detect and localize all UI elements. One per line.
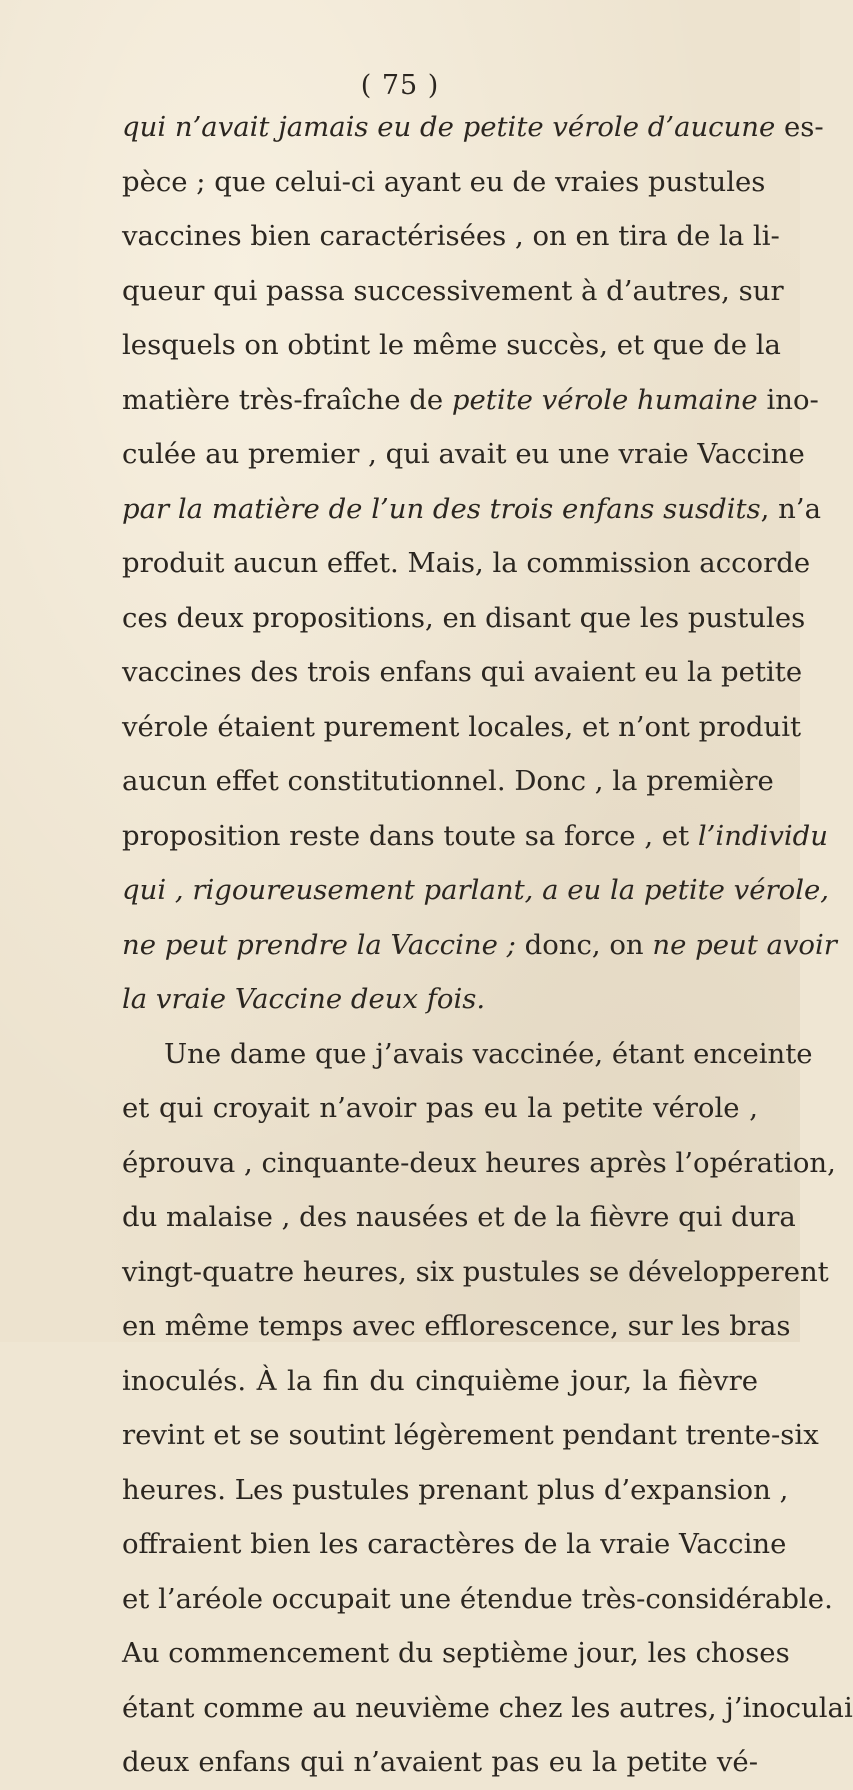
text-segment: vaccines des trois enfans qui avaient eu la petite	[122, 656, 803, 688]
text-segment: Une dame que j’avais vaccinée, étant enceinte	[164, 1037, 813, 1070]
text-line	[122, 591, 806, 646]
text-line	[122, 536, 811, 591]
text-line	[122, 700, 802, 755]
text-segment: inoculés. À la fin du cinquième jour, la fièvre	[122, 1364, 758, 1397]
italic-text: petite vérole humaine	[451, 383, 758, 416]
text-line	[122, 1681, 853, 1736]
text-segment: vérole étaient purement locales, et n’ont produit	[122, 710, 802, 743]
text-segment: pèce ; que celui-ci ayant eu de vraies pustules	[122, 165, 766, 198]
text-segment: , n’a	[760, 492, 821, 525]
text-line	[122, 1081, 758, 1136]
text-segment: vingt-quatre heures, six pustules se développerent	[122, 1255, 829, 1288]
text-segment: revint et se soutint légèrement pendant trente-six	[122, 1419, 819, 1451]
text-line	[122, 1136, 836, 1191]
italic-text: qui , rigoureusement parlant, a eu la petite vérole,	[122, 874, 830, 906]
text-segment: heures. Les pustules prenant plus d’expansion ,	[122, 1473, 789, 1506]
text-line	[122, 1354, 758, 1409]
italic-text: l’individu	[697, 819, 828, 852]
text-segment: offraient bien les caractères de la vraie Vaccine	[122, 1528, 787, 1560]
text-line	[122, 1245, 829, 1300]
text-line	[122, 754, 774, 809]
italic-text: la vraie Vaccine deux fois.	[122, 983, 486, 1015]
text-segment: et l’aréole occupait une étendue très-considérable.	[122, 1582, 833, 1615]
text-segment: Au commencement du septième jour, les choses	[122, 1637, 790, 1669]
text-line	[122, 1408, 819, 1463]
text-segment: es-	[775, 111, 824, 143]
italic-text: ne peut prendre la Vaccine ;	[122, 928, 516, 961]
text-segment: deux enfans qui n’avaient pas eu la petite vé-	[122, 1746, 758, 1778]
text-line	[122, 1463, 789, 1518]
text-segment: vaccines bien caractérisées , on en tira de la li-	[122, 220, 780, 252]
text-line	[122, 264, 784, 319]
text-segment: et qui croyait n’avoir pas eu la petite vérole ,	[122, 1092, 758, 1124]
page-number: ( 75 )	[360, 70, 440, 101]
text-segment: en même temps avec efflorescence, sur les bras	[122, 1310, 791, 1342]
text-line	[122, 918, 837, 973]
text-line	[122, 373, 819, 428]
text-line	[122, 863, 830, 918]
text-line	[122, 972, 758, 1027]
text-segment: produit aucun effet. Mais, la commission accorde	[122, 547, 811, 579]
text-line	[122, 100, 824, 155]
text-line	[122, 1190, 796, 1245]
text-segment: donc, on	[515, 928, 653, 961]
text-segment: ino-	[757, 383, 819, 416]
text-line	[122, 318, 781, 373]
text-segment: ces deux propositions, en disant que les pustules	[122, 601, 806, 634]
text-line	[122, 155, 766, 210]
text-line	[122, 427, 805, 482]
text-segment: queur qui passa successivement à d’autres, sur	[122, 274, 784, 307]
text-segment: matière très-fraîche de	[122, 383, 452, 416]
text-segment: culée au premier , qui avait eu une vraie Vaccine	[122, 438, 805, 470]
text-line	[122, 1572, 833, 1627]
text-line	[122, 1027, 813, 1082]
italic-text: ne peut avoir	[652, 928, 837, 961]
italic-text: qui n’avait jamais eu de petite vérole d’aucune	[122, 111, 776, 143]
text-segment: lesquels on obtint le même succès, et que de la	[122, 329, 781, 361]
text-line	[122, 1299, 791, 1354]
text-segment: étant comme au neuvième chez les autres, j’inoculai	[122, 1691, 853, 1724]
text-line	[122, 209, 780, 264]
text-line	[122, 1517, 787, 1572]
text-line	[122, 809, 828, 864]
text-line	[122, 482, 821, 537]
text-line	[122, 1735, 758, 1790]
text-segment: aucun effet constitutionnel. Donc , la première	[122, 765, 774, 797]
text-segment: éprouva , cinquante-deux heures après l’opération,	[122, 1146, 836, 1179]
body-text	[122, 100, 853, 1790]
text-segment: du malaise , des nausées et de la fièvre qui dura	[122, 1201, 796, 1233]
text-line	[122, 645, 803, 700]
text-segment: proposition reste dans toute sa force , et	[122, 819, 698, 852]
text-line	[122, 1626, 790, 1681]
italic-text: par la matière de l’un des trois enfans susdits	[122, 492, 761, 525]
